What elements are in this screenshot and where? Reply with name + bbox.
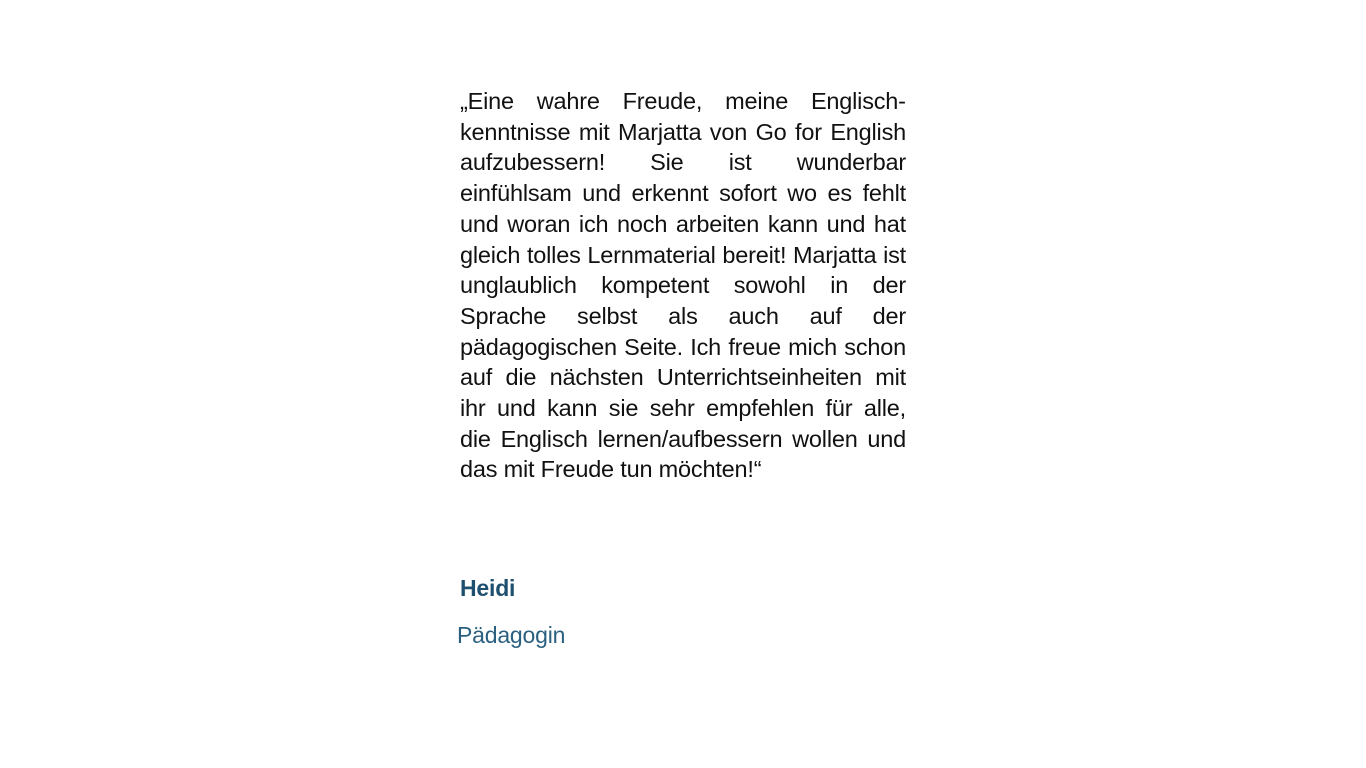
testimonial-block — [460, 86, 906, 485]
testimonial-author-role: Pädagogin — [457, 622, 566, 648]
testimonial-quote: „Eine wahre Freude, meine Englischkenntnisse mit Marjatta von Go for English aufzubessern! Sie ist wunderbar einfühlsam und erkennt sofort wo es fehlt und woran ich noch arbeiten kann und hat gleich tolles Lernmaterial bereit! Marjatta ist unglaublich kompetent sowohl in der Sprache selbst als auch auf der pädagogischen Seite. Ich freue mich schon auf die nächsten Unterrichtseinheiten mit ihr und kann sie sehr empfehlen für alle, die Englisch lernen/aufbessern wollen und das mit Freude tun möchten!“ — [460, 88, 906, 483]
testimonial-author: Heidi — [460, 575, 516, 601]
